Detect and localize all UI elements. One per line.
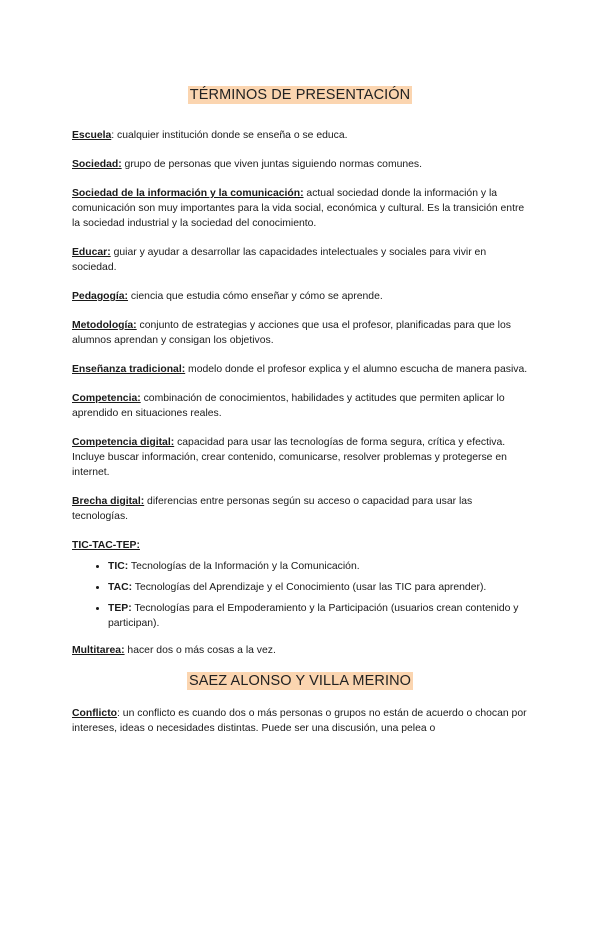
term: Enseñanza tradicional: xyxy=(72,364,186,375)
definition: capacidad para usar las tecnologías de forma segura, crítica y efectiva. Incluye buscar información, crear contenido, comunicarse, resolver problemas y protegerse en internet. xyxy=(72,437,507,478)
definition: : cualquier institución donde se enseña o se educa. xyxy=(111,130,348,141)
term: Competencia: xyxy=(72,393,141,404)
definition: modelo donde el profesor explica y el alumno escucha de manera pasiva. xyxy=(185,364,528,375)
definition: grupo de personas que viven juntas siguiendo normas comunes. xyxy=(121,159,423,170)
term: Sociedad: xyxy=(72,159,122,170)
entry-escuela xyxy=(72,128,528,143)
list-item-text: Tecnologías del Aprendizaje y el Conocimiento (usar las TIC para aprender). xyxy=(132,582,487,593)
entry-conflicto xyxy=(72,706,528,736)
list-item xyxy=(108,559,528,574)
document-page xyxy=(0,86,600,934)
heading-wrap-2 xyxy=(72,672,528,690)
entry-competencia-digital xyxy=(72,435,528,480)
term: Conflicto xyxy=(72,708,118,719)
entry-educar xyxy=(72,245,528,275)
entry-pedagogia xyxy=(72,289,528,304)
term: Metodología: xyxy=(72,320,137,331)
term: Escuela xyxy=(72,130,112,141)
definition: diferencias entre personas según su acceso o capacidad para usar las tecnologías. xyxy=(72,496,473,522)
definition: hacer dos o más cosas a la vez. xyxy=(124,645,276,656)
term: Competencia digital: xyxy=(72,437,175,448)
entry-metodologia xyxy=(72,318,528,348)
entry-competencia xyxy=(72,391,528,421)
heading-wrap-1 xyxy=(72,86,528,104)
entry-sociedad-informacion xyxy=(72,186,528,231)
section-heading-authors: SAEZ ALONSO Y VILLA MERINO xyxy=(188,673,412,689)
list-item xyxy=(108,601,528,631)
term: Multitarea: xyxy=(72,645,125,656)
definition: guiar y ayudar a desarrollar las capacidades intelectuales y sociales para vivir en sociedad. xyxy=(72,247,487,273)
entry-multitarea xyxy=(72,643,528,658)
abbreviation: TAC: xyxy=(108,582,133,593)
abbreviation: TIC: xyxy=(108,561,129,572)
term: Pedagogía: xyxy=(72,291,129,302)
definition: combinación de conocimientos, habilidades y actitudes que permiten aplicar lo aprendido en situaciones reales. xyxy=(72,393,505,419)
section-heading-terms: TÉRMINOS DE PRESENTACIÓN xyxy=(189,87,411,103)
entry-sociedad xyxy=(72,157,528,172)
term: Sociedad de la información y la comunicación: xyxy=(72,188,304,199)
definition: ciencia que estudia cómo enseñar y cómo se aprende. xyxy=(128,291,383,302)
definition: conjunto de estrategias y acciones que usa el profesor, planificadas para que los alumnos aprendan y consigan los objetivos. xyxy=(72,320,511,346)
term: TIC-TAC-TEP: xyxy=(72,540,140,551)
list-item xyxy=(108,580,528,595)
entry-ensenanza-tradicional xyxy=(72,362,528,377)
list-item-text: Tecnologías para el Empoderamiento y la Participación (usuarios crean contenido y participan). xyxy=(108,603,519,629)
entry-brecha-digital xyxy=(72,494,528,524)
definition: : un conflicto es cuando dos o más personas o grupos no están de acuerdo o chocan por intereses, ideas o necesidades distintas. Puede ser una discusión, una pelea o xyxy=(72,708,527,734)
tic-tac-tep-list xyxy=(72,559,528,631)
term: Brecha digital: xyxy=(72,496,145,507)
tic-tac-tep-title xyxy=(72,538,528,553)
list-item-text: Tecnologías de la Información y la Comunicación. xyxy=(128,561,360,572)
definition: actual sociedad donde la información y la comunicación son muy importantes para la vida social, económica y cultural. Es la transición entre la sociedad industrial y la sociedad del conocimiento. xyxy=(72,188,525,229)
term: Educar: xyxy=(72,247,111,258)
abbreviation: TEP: xyxy=(108,603,132,614)
